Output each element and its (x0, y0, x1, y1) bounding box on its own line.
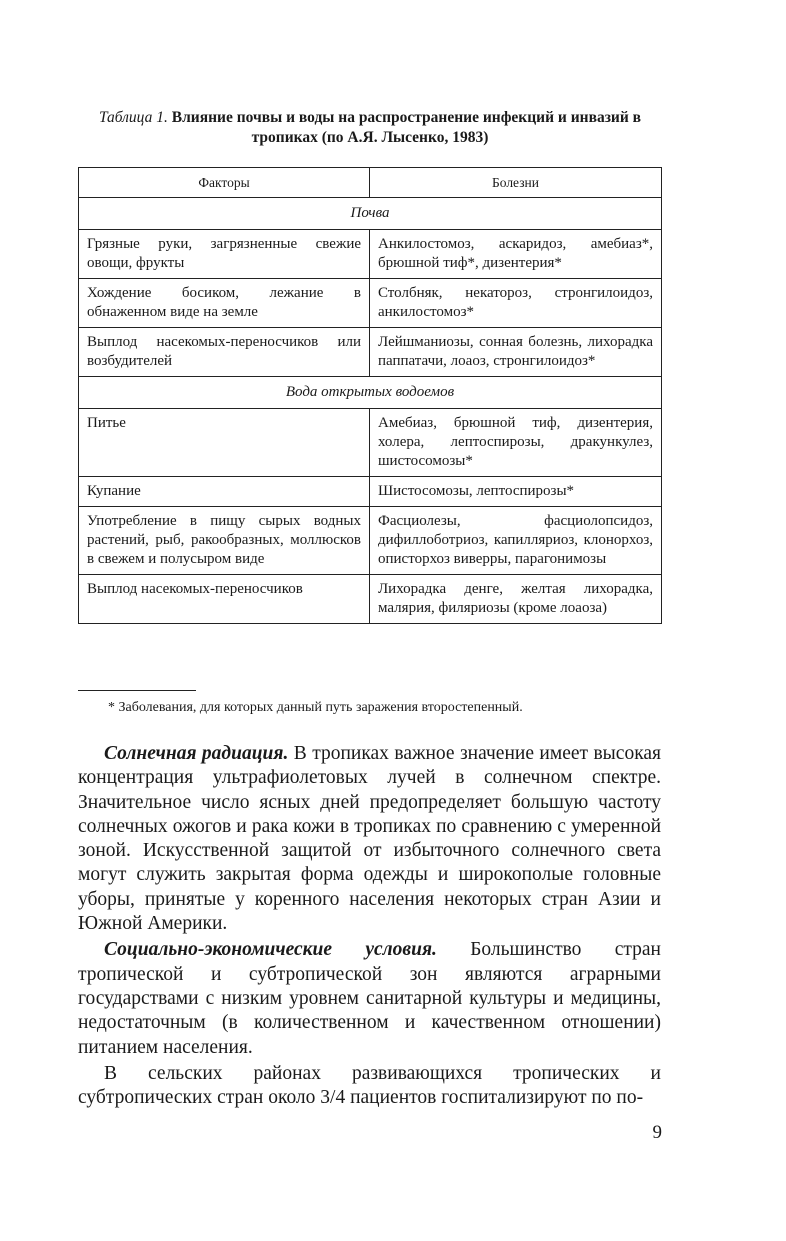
caption-title: Влияние почвы и воды на распространение инфекций и инвазий в тропиках (по А.Я. Лысенко, 1983) (171, 109, 642, 146)
table-row (79, 507, 662, 575)
disease-cell: Амебиаз, брюшной тиф, дизентерия, холера, лептоспирозы, дракункулез, шистосомозы* (370, 409, 662, 477)
table-row (79, 477, 662, 507)
caption-lead: Таблица 1. (98, 109, 168, 126)
paragraph-lead: Социально-экономические условия. (104, 939, 437, 961)
page-number: 9 (652, 1122, 662, 1143)
section-soil: Почва (79, 198, 662, 230)
disease-cell: Анкилостомоз, аскаридоз, амебиаз*, брюшной тиф*, дизентерия* (370, 230, 662, 279)
table-row (79, 328, 662, 377)
disease-cell: Столбняк, некатороз, стронгилоидоз, анкилостомоз* (370, 279, 662, 328)
disease-cell: Фасциолезы, фасциолопсидоз, дифиллоботриоз, капилляриоз, клонорхоз, описторхоз виверры, парагонимозы (370, 507, 662, 575)
table-row (79, 230, 662, 279)
disease-cell: Шистосомозы, лептоспирозы* (370, 477, 662, 507)
section-row-soil (79, 198, 662, 230)
paragraph-solar (78, 742, 661, 936)
factor-cell: Купание (79, 477, 370, 507)
disease-cell: Лейшманиозы, сонная болезнь, лихорадка паппатачи, лоаоз, стронгилоидоз* (370, 328, 662, 377)
section-water: Вода открытых водоемов (79, 377, 662, 409)
body-text (78, 742, 661, 1110)
factor-cell: Хождение босиком, лежание в обнаженном виде на земле (79, 279, 370, 328)
factor-cell: Грязные руки, загрязненные свежие овощи, фрукты (79, 230, 370, 279)
diseases-table (78, 167, 662, 624)
paragraph-text: В сельских районах развивающихся тропических и субтропических стран около 3/4 пациентов госпитализируют по по- (78, 1062, 661, 1109)
header-factors: Факторы (79, 168, 370, 198)
section-row-water (79, 377, 662, 409)
factor-cell: Выплод насекомых-переносчиков или возбудителей (79, 328, 370, 377)
table-caption (90, 108, 650, 148)
paragraph-lead: Солнечная радиация. (104, 743, 289, 764)
table-row (79, 409, 662, 477)
header-diseases: Болезни (370, 168, 662, 198)
paragraph-rural (78, 1062, 661, 1111)
paragraph-text: В тропиках важное значение имеет высокая концентрация ультрафиолетовых лучей в солнечном спектре. Значительное число ясных дней предопределяет большую частоту солнечных ожогов и рака кожи в тропиках по сравнению с умеренной зоной. Искусственной защитой от избыточного солнечного света могут служить закрытая форма одежды и широкополые головные уборы, принятые у коренного населения некоторых стран Азии и Южной Америки. (78, 743, 661, 935)
disease-cell: Лихорадка денге, желтая лихорадка, малярия, филяриозы (кроме лоаоза) (370, 575, 662, 624)
table-row (79, 279, 662, 328)
factor-cell: Употребление в пищу сырых водных растений, рыб, ракообразных, моллюсков в свежем и полусыром виде (79, 507, 370, 575)
table-row (79, 575, 662, 624)
table-header-row (79, 168, 662, 198)
factor-cell: Выплод насекомых-переносчиков (79, 575, 370, 624)
paragraph-text: Большинство стран тропической и субтропической зон являются аграрными государствами с низким уровнем санитарной культуры и медицины, недостаточным (в количественном и качественном отношении) питанием населения. (78, 939, 661, 1058)
footnote: * Заболевания, для которых данный путь заражения второстепенный. (108, 700, 523, 715)
footnote-divider (78, 690, 196, 691)
paragraph-socioeconomic (78, 938, 661, 1059)
factor-cell: Питье (79, 409, 370, 477)
